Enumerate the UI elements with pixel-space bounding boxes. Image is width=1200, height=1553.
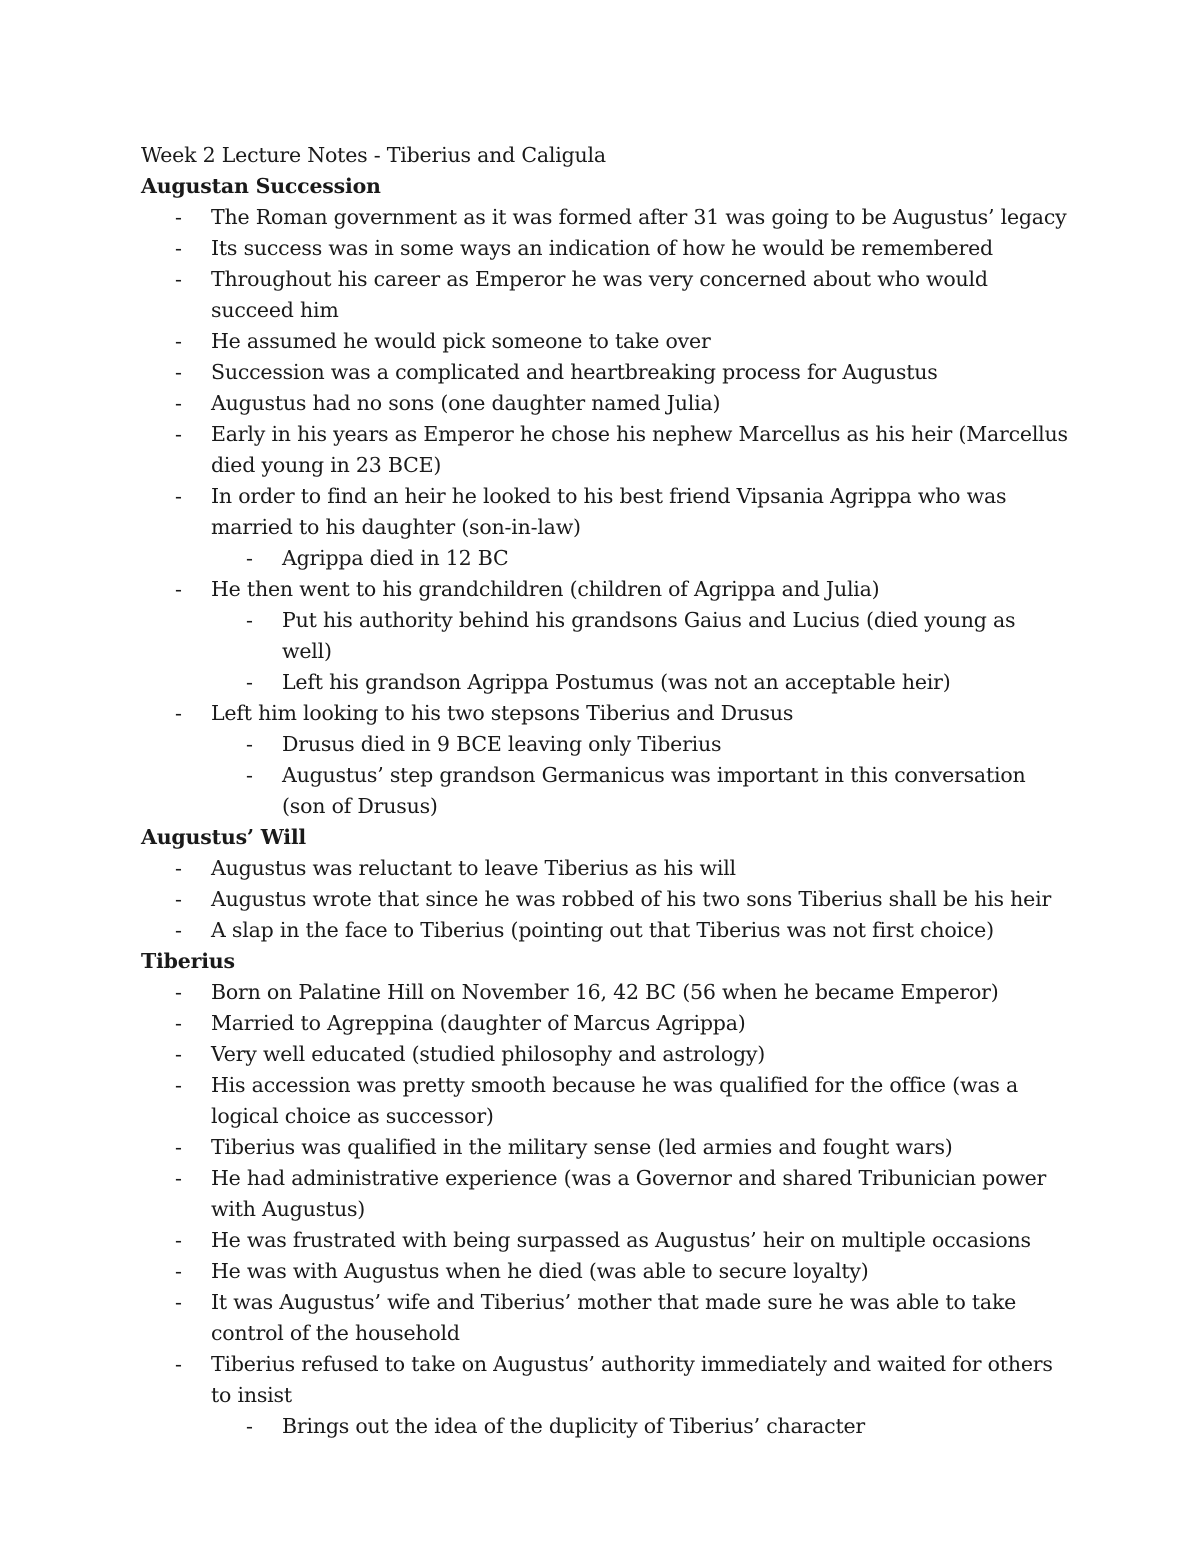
document-sections xyxy=(141,171,1071,1442)
document-page xyxy=(141,140,1071,1442)
section-bullet-list xyxy=(141,977,1071,1442)
bullet-item: - He was with Augustus when he died (was able to secure loyalty) xyxy=(141,1256,1071,1287)
bullet-item: - Very well educated (studied philosophy and astrology) xyxy=(141,1039,1071,1070)
document-title: Week 2 Lecture Notes - Tiberius and Caligula xyxy=(141,143,606,167)
sub-bullet-item: - Drusus died in 9 BCE leaving only Tiberius xyxy=(141,729,1071,760)
section-heading: Augustan Succession xyxy=(141,174,381,198)
bullet-item: - Tiberius was qualified in the military sense (led armies and fought wars) xyxy=(141,1132,1071,1163)
section-bullet-list xyxy=(141,202,1071,822)
sub-bullet-item: - Put his authority behind his grandsons Gaius and Lucius (died young as well) xyxy=(141,605,1071,667)
bullet-item: - In order to find an heir he looked to his best friend Vipsania Agrippa who was married to his daughter (son-in-law) xyxy=(141,481,1071,543)
bullet-item: - Throughout his career as Emperor he was very concerned about who would succeed him xyxy=(141,264,1071,326)
bullet-item: - Tiberius refused to take on Augustus’ authority immediately and waited for others to insist xyxy=(141,1349,1071,1411)
bullet-item: - The Roman government as it was formed after 31 was going to be Augustus’ legacy xyxy=(141,202,1071,233)
bullet-item: - Left him looking to his two stepsons Tiberius and Drusus xyxy=(141,698,1071,729)
bullet-item: - Early in his years as Emperor he chose his nephew Marcellus as his heir (Marcellus died young in 23 BCE) xyxy=(141,419,1071,481)
bullet-item: - Succession was a complicated and heartbreaking process for Augustus xyxy=(141,357,1071,388)
bullet-item: - He assumed he would pick someone to take over xyxy=(141,326,1071,357)
bullet-item: - He had administrative experience (was a Governor and shared Tribunician power with Augustus) xyxy=(141,1163,1071,1225)
bullet-item: - Its success was in some ways an indication of how he would be remembered xyxy=(141,233,1071,264)
sub-bullet-item: - Left his grandson Agrippa Postumus (was not an acceptable heir) xyxy=(141,667,1071,698)
sub-bullet-item: - Agrippa died in 12 BC xyxy=(141,543,1071,574)
bullet-item: - His accession was pretty smooth because he was qualified for the office (was a logical choice as successor) xyxy=(141,1070,1071,1132)
bullet-item: - He then went to his grandchildren (children of Agrippa and Julia) xyxy=(141,574,1071,605)
bullet-item: - A slap in the face to Tiberius (pointing out that Tiberius was not first choice) xyxy=(141,915,1071,946)
bullet-item: - It was Augustus’ wife and Tiberius’ mother that made sure he was able to take control of the household xyxy=(141,1287,1071,1349)
bullet-item: - He was frustrated with being surpassed as Augustus’ heir on multiple occasions xyxy=(141,1225,1071,1256)
bullet-item: - Augustus wrote that since he was robbed of his two sons Tiberius shall be his heir xyxy=(141,884,1071,915)
section-heading: Augustus’ Will xyxy=(141,825,307,849)
sub-bullet-item: - Brings out the idea of the duplicity of Tiberius’ character xyxy=(141,1411,1071,1442)
section-heading: Tiberius xyxy=(141,949,235,973)
section-bullet-list xyxy=(141,853,1071,946)
bullet-item: - Born on Palatine Hill on November 16, 42 BC (56 when he became Emperor) xyxy=(141,977,1071,1008)
bullet-item: - Augustus was reluctant to leave Tiberius as his will xyxy=(141,853,1071,884)
sub-bullet-item: - Augustus’ step grandson Germanicus was important in this conversation (son of Drusus) xyxy=(141,760,1071,822)
bullet-item: - Augustus had no sons (one daughter named Julia) xyxy=(141,388,1071,419)
bullet-item: - Married to Agreppina (daughter of Marcus Agrippa) xyxy=(141,1008,1071,1039)
